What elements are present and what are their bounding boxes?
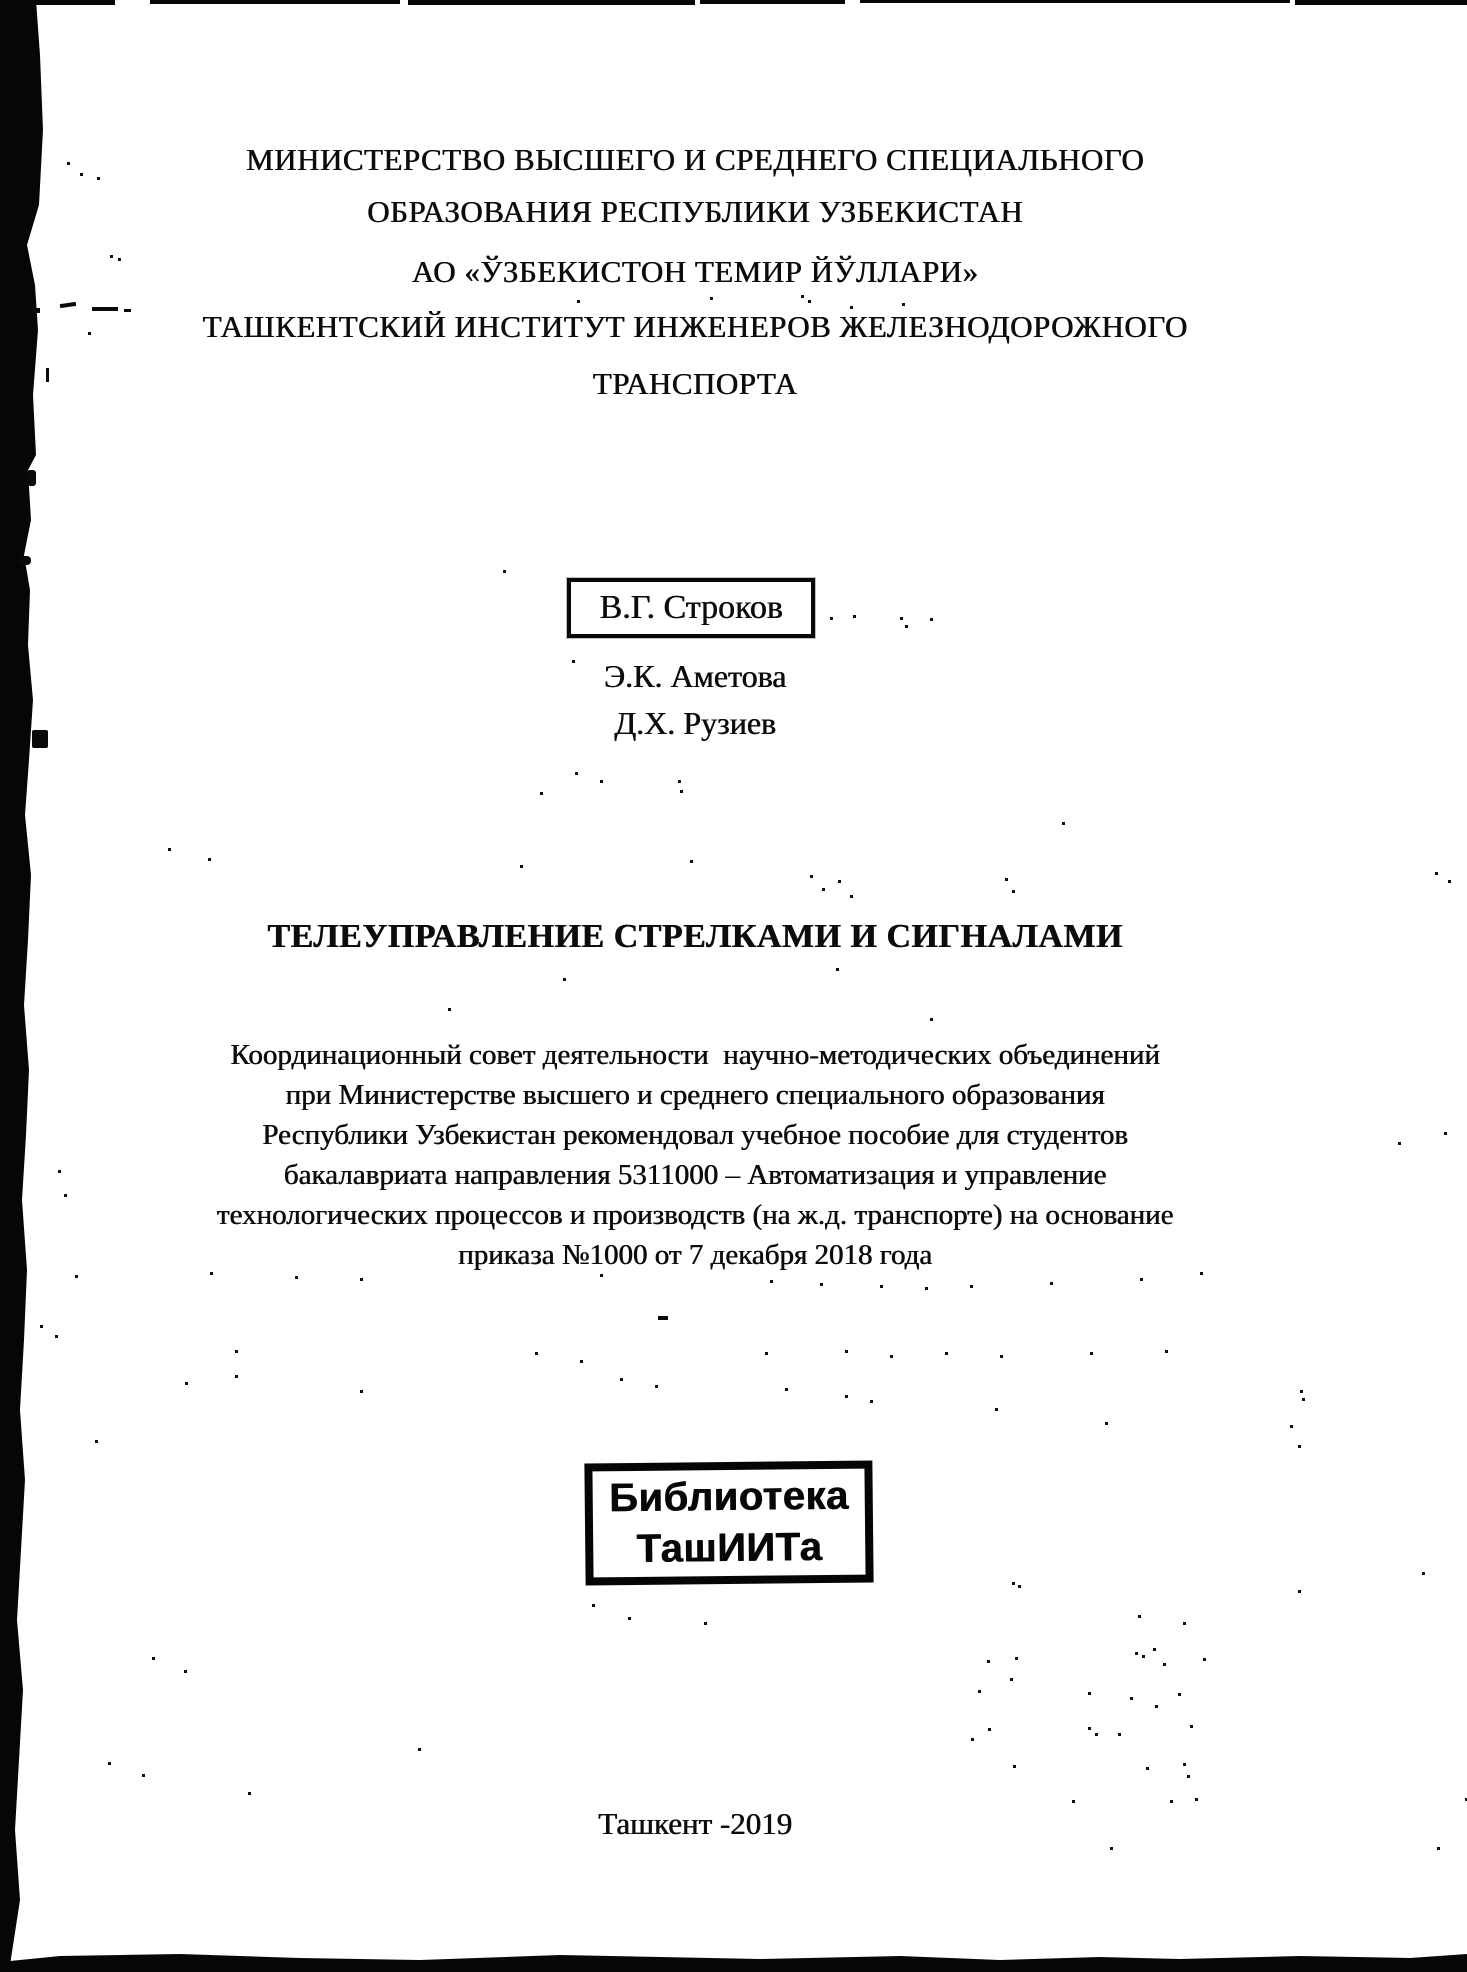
- scan-smudge: [32, 730, 48, 748]
- scan-top-edge: [150, 0, 400, 4]
- author-name-second: Э.К. Аметова: [603, 658, 787, 694]
- scan-smudge: [658, 1316, 668, 1320]
- approval-line-1: Координационный совет деятельности научно-методических объединений: [230, 1039, 1160, 1071]
- scan-bottom-edge: [0, 1952, 1467, 1972]
- approval-line-4: бакалавриата направления 5311000 – Автоматизация и управление: [283, 1159, 1107, 1191]
- header-line-transport: ТРАНСПОРТА: [592, 366, 798, 401]
- author-name-third: Д.Х. Рузиев: [614, 705, 776, 741]
- scan-top-edge: [408, 0, 695, 5]
- approval-line-6: приказа №1000 от 7 декабря 2018 года: [457, 1239, 933, 1271]
- scan-noise-specks: [0, 0, 3, 3]
- scan-top-edge: [25, 0, 115, 5]
- scan-smudge: [30, 308, 40, 313]
- scan-top-edge: [1295, 0, 1467, 5]
- scan-smudge: [124, 309, 131, 312]
- scan-top-edge: [860, 0, 1290, 3]
- scan-smudge: [20, 556, 31, 565]
- approval-line-5: технологических процессов и производств (на ж.д. транспорте) на основание: [216, 1199, 1174, 1231]
- approval-line-3: Республики Узбекистан рекомендовал учебное пособие для студентов: [262, 1119, 1128, 1151]
- scan-smudge: [60, 302, 76, 308]
- author-name-boxed: В.Г. Строков: [599, 589, 783, 626]
- library-stamp-line-2: ТашИИТа: [636, 1525, 823, 1571]
- scan-smudge: [27, 470, 36, 486]
- header-line-education: ОБРАЗОВАНИЯ РЕСПУБЛИКИ УЗБЕКИСТАН: [367, 194, 1023, 229]
- header-line-ministry: МИНИСТЕРСТВО ВЫСШЕГО И СРЕДНЕГО СПЕЦИАЛЬНОГО: [245, 142, 1145, 177]
- book-title: ТЕЛЕУПРАВЛЕНИЕ СТРЕЛКАМИ И СИГНАЛАМИ: [267, 918, 1123, 955]
- library-stamp-frame: [584, 1460, 873, 1585]
- scan-smudge: [46, 368, 49, 382]
- header-line-institute: ТАШКЕНТСКИЙ ИНСТИТУТ ИНЖЕНЕРОВ ЖЕЛЕЗНОДОРОЖНОГО: [202, 309, 1188, 344]
- imprint-city-year: Ташкент -2019: [597, 1806, 793, 1841]
- boxed-author-frame: [567, 578, 815, 638]
- scan-smudge: [92, 307, 118, 311]
- approval-line-2: при Министерстве высшего и среднего специального образования: [285, 1079, 1105, 1111]
- scan-left-edge: [0, 0, 50, 1972]
- header-line-railway-company: АО «ЎЗБЕКИСТОН ТЕМИР ЙЎЛЛАРИ»: [411, 254, 979, 289]
- library-stamp-line-1: Библиотека: [608, 1473, 849, 1521]
- scan-top-edge: [700, 0, 845, 4]
